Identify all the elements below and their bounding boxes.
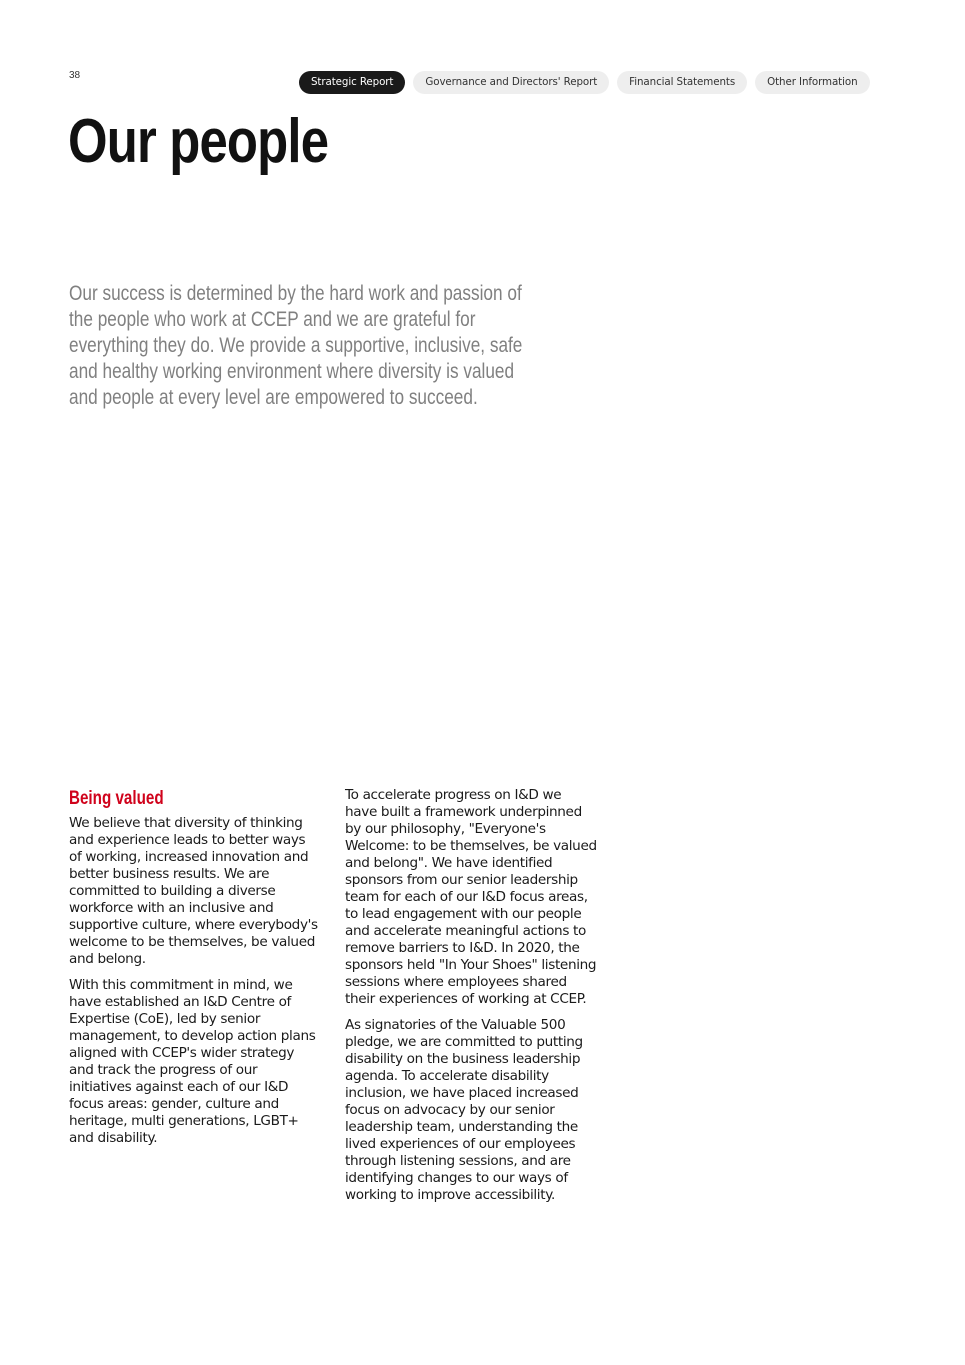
left-column bbox=[69, 787, 321, 1156]
body-paragraph: We believe that diversity of thinking and experience leads to better ways of working, increased innovation and better business results. We are committed to building a diverse workforce with an inclusive and supportive culture, where everybody's welcome to be themselves, be valued and belong. bbox=[69, 815, 318, 967]
tab-financial-statements[interactable]: Financial Statements bbox=[617, 71, 747, 94]
tab-strategic-report[interactable]: Strategic Report bbox=[299, 71, 405, 94]
right-column bbox=[345, 787, 597, 1213]
intro-paragraph: Our success is determined by the hard work and passion of the people who work at CCEP and we are grateful for everything they do. We provide a supportive, inclusive, safe and healthy working environment where diversity is valued and people at every level are empowered to succeed. bbox=[69, 282, 523, 409]
page-title: Our people bbox=[68, 107, 329, 176]
tab-governance-directors-report[interactable]: Governance and Directors' Report bbox=[413, 71, 609, 94]
page-number: 38 bbox=[69, 70, 81, 81]
section-heading: Being valued bbox=[69, 788, 164, 809]
body-paragraph: With this commitment in mind, we have established an I&D Centre of Expertise (CoE), led by senior management, to develop action plans aligned with CCEP's wider strategy and track the progress of our initiatives against each of our I&D focus areas: gender, culture and heritage, multi generations, LGBT+ and disability. bbox=[69, 977, 316, 1146]
body-paragraph: As signatories of the Valuable 500 pledge, we are committed to putting disability on the business leadership agenda. To accelerate disability inclusion, we have placed increased focus on advocacy by our senior leadership team, understanding the lived experiences of our employees through listening sessions, and are identifying changes to our ways of working to improve accessibility. bbox=[345, 1017, 583, 1203]
tab-other-information[interactable]: Other Information bbox=[755, 71, 869, 94]
body-paragraph: To accelerate progress on I&D we have built a framework underpinned by our philosophy, "Everyone's Welcome: to be themselves, be valued and belong". We have identified sponsors from our senior leadership team for each of our I&D focus areas, to lead engagement with our people and accelerate meaningful actions to remove barriers to I&D. In 2020, the sponsors held "In Your Shoes" listening sessions where employees shared their experiences of working at CCEP. bbox=[345, 787, 597, 1007]
section-nav bbox=[299, 71, 870, 94]
